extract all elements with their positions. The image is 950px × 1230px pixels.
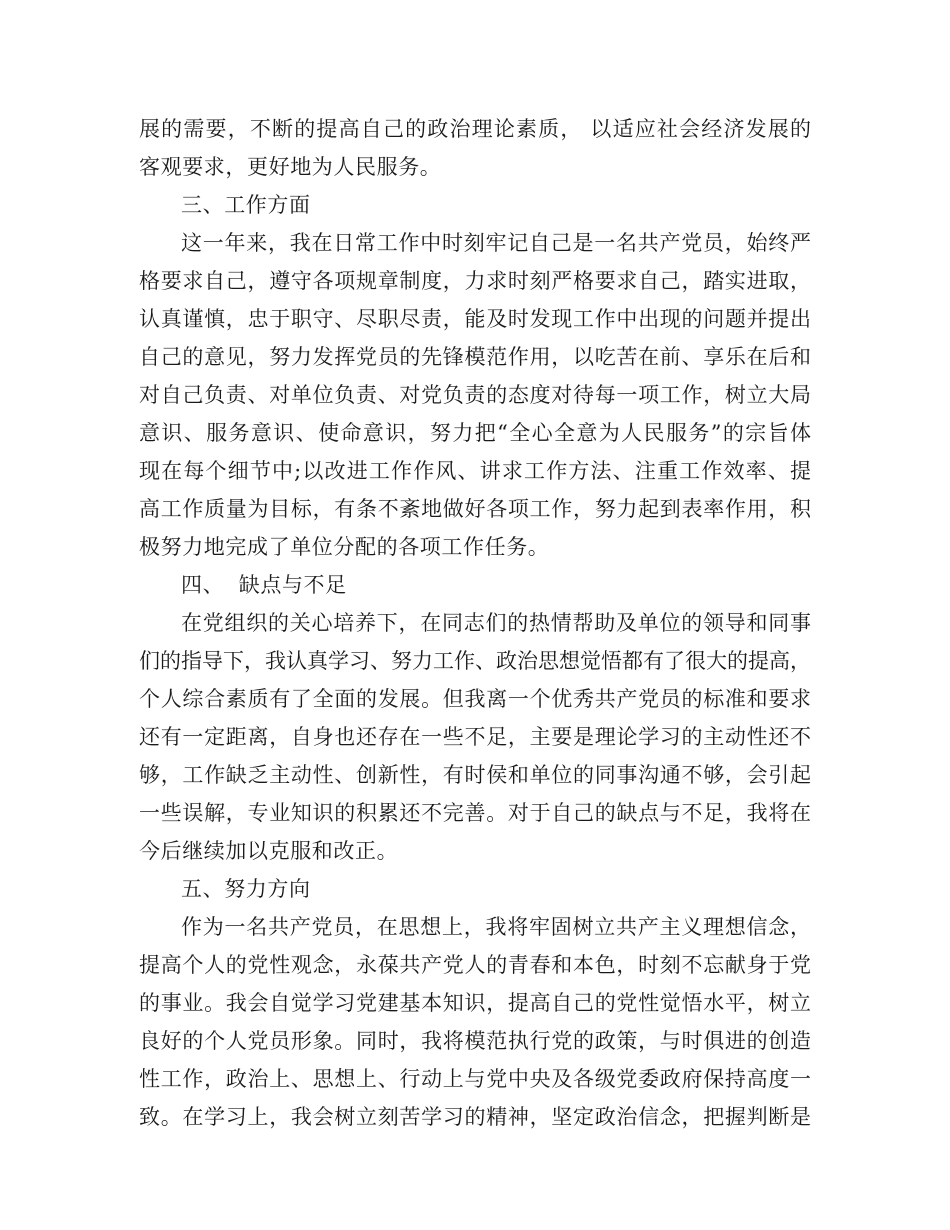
body-text-line: 客观要求，更好地为人民服务。: [139, 155, 442, 179]
body-text-line: 性工作，政治上、思想上、行动上与党中央及各级党委政府保持高度一: [139, 1067, 811, 1091]
body-text-line: 今后继续加以克服和改正。: [139, 839, 399, 863]
body-text-line: 展的需要，不断的提高自己的政治理论素质， 以适应社会经济发展的: [139, 117, 811, 141]
body-text-line: 良好的个人党员形象。同时，我将模范执行党的政策，与时俱进的创造: [139, 1029, 811, 1053]
section-heading-direction: 五、努力方向: [181, 877, 311, 901]
body-text-line: 一些误解，专业知识的积累还不完善。对于自己的缺点与不足，我将在: [139, 801, 811, 825]
body-text-line: 提高个人的党性观念，永葆共产党人的青春和本色，时刻不忘献身于党: [139, 953, 811, 977]
body-text-line: 致。在学习上，我会树立刻苦学习的精神，坚定政治信念，把握判断是: [139, 1105, 811, 1129]
body-text-line: 够，工作缺乏主动性、创新性，有时侯和单位的同事沟通不够，会引起: [139, 763, 811, 787]
body-text-line: 高工作质量为目标，有条不紊地做好各项工作，努力起到表率作用，积: [139, 497, 811, 521]
body-text-line: 个人综合素质有了全面的发展。但我离一个优秀共产党员的标准和要求: [139, 687, 811, 711]
body-text-line: 还有一定距离，自身也还存在一些不足，主要是理论学习的主动性还不: [139, 725, 811, 749]
body-text-line: 极努力地完成了单位分配的各项工作任务。: [139, 535, 550, 559]
body-text-line: 作为一名共产党员，在思想上，我将牢固树立共产主义理想信念，: [181, 915, 811, 939]
body-text-line: 对自己负责、对单位负责、对党负责的态度对待每一项工作，树立大局: [139, 383, 811, 407]
section-heading-work: 三、工作方面: [181, 193, 311, 217]
body-text-line: 在党组织的关心培养下，在同志们的热情帮助及单位的领导和同事: [181, 611, 811, 635]
body-text-line: 这一年来，我在日常工作中时刻牢记自己是一名共产党员，始终严: [181, 231, 811, 255]
body-text-line: 现在每个细节中;以改进工作作风、讲求工作方法、注重工作效率、提: [139, 459, 811, 483]
body-text-line: 意识、服务意识、使命意识，努力把“全心全意为人民服务”的宗旨体: [139, 421, 811, 445]
body-text-line: 认真谨慎，忠于职守、尽职尽责，能及时发现工作中出现的问题并提出: [139, 307, 811, 331]
body-text-line: 的事业。我会自觉学习党建基本知识，提高自己的党性觉悟水平，树立: [139, 991, 811, 1015]
body-text-line: 们的指导下，我认真学习、努力工作、政治思想觉悟都有了很大的提高，: [139, 649, 811, 673]
body-text-line: 格要求自己，遵守各项规章制度，力求时刻严格要求自己，踏实进取，: [139, 269, 811, 293]
body-text-line: 自己的意见，努力发挥党员的先锋模范作用，以吃苦在前、享乐在后和: [139, 345, 811, 369]
section-heading-shortcomings: 四、 缺点与不足: [181, 573, 347, 597]
